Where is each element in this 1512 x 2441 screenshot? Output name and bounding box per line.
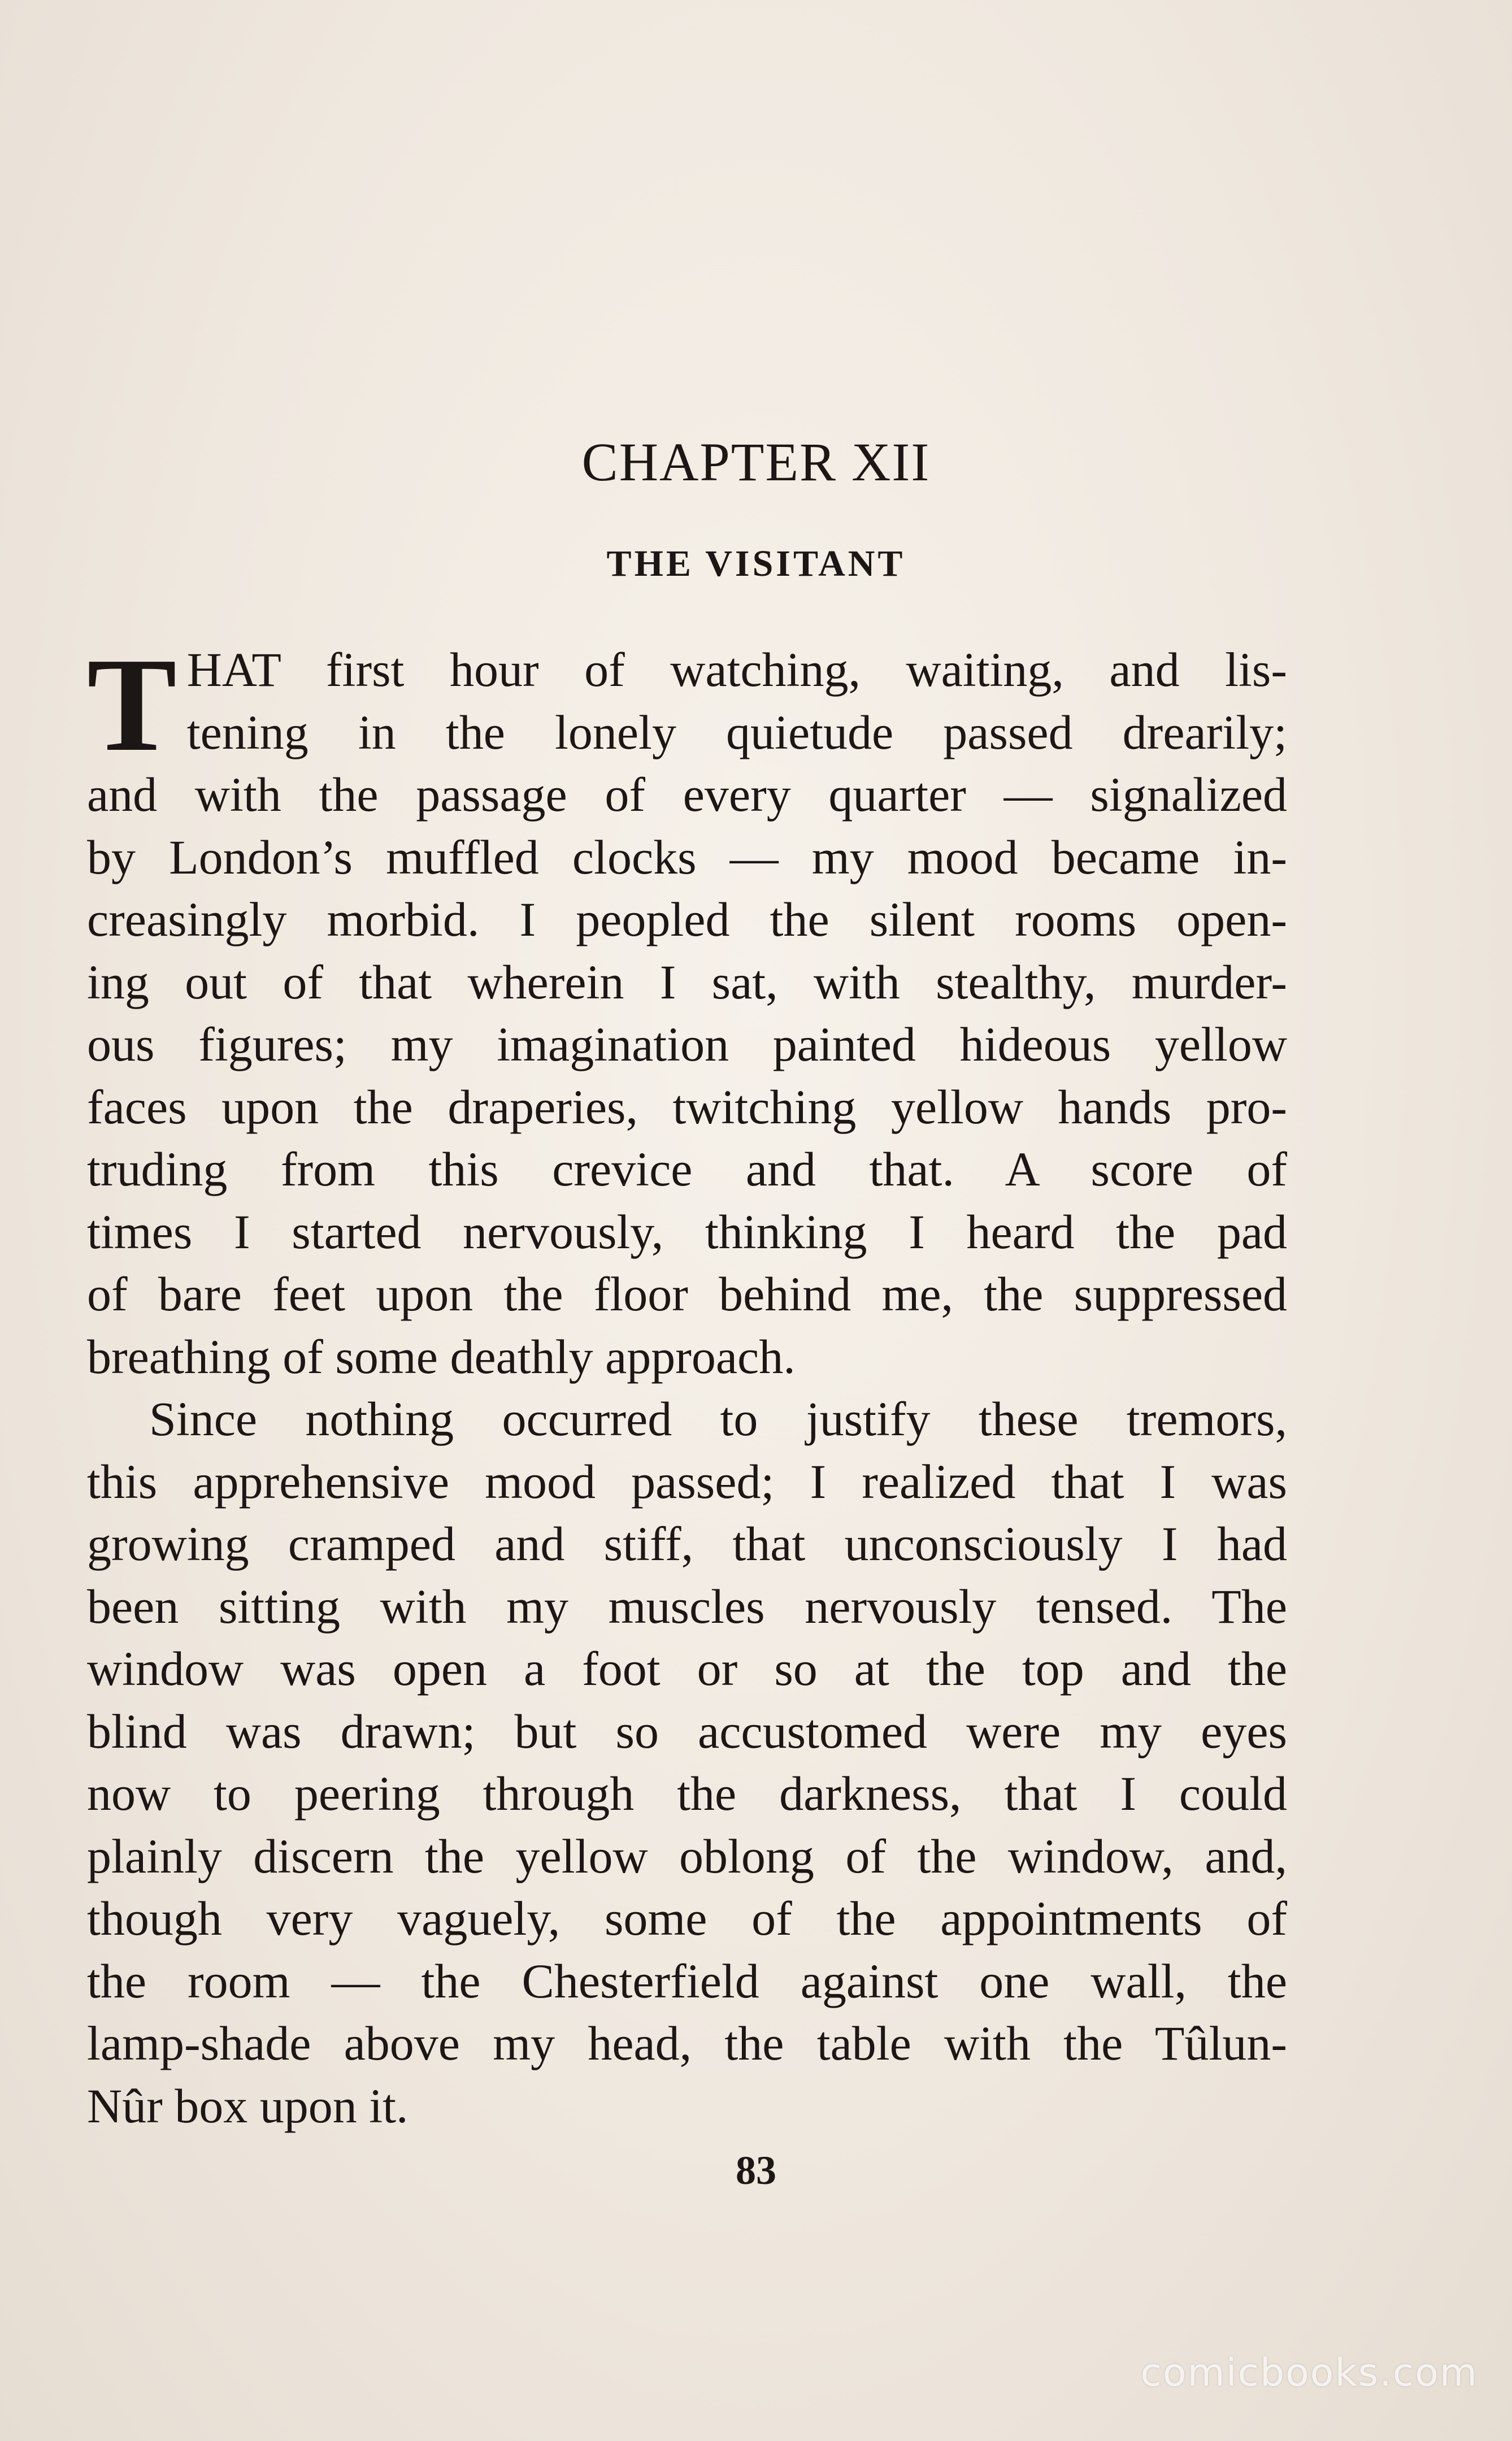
text-line: times I started nervously, thinking I heard the pad	[87, 1204, 1287, 1259]
text-line: blind was drawn; but so accustomed were my eyes	[87, 1704, 1287, 1758]
text-line: ing out of that wherein I sat, with stealthy, murder-	[87, 954, 1287, 1009]
watermark-logo: comicbooks.com	[1140, 2351, 1478, 2395]
text-line: truding from this crevice and that. A score of	[87, 1142, 1287, 1196]
paragraph-1	[87, 631, 1287, 1388]
text-line: ous figures; my imagination painted hideous yellow	[87, 1017, 1287, 1071]
text-line: the room — the Chesterfield against one wall, the	[87, 1953, 1287, 2008]
text-line: HAT first hour of watching, waiting, and lis-	[186, 642, 1287, 697]
drop-cap: T	[87, 631, 177, 779]
text-line: creasingly morbid. I peopled the silent rooms open-	[87, 892, 1287, 946]
text-line: by London’s muffled clocks — my mood became in-	[87, 829, 1287, 884]
text-line: breathing of some deathly approach.	[87, 1329, 796, 1384]
text-line: window was open a foot or so at the top and the	[87, 1641, 1287, 1696]
text-line: now to peering through the darkness, that I could	[87, 1766, 1287, 1821]
page-number: 83	[736, 2148, 776, 2193]
paragraph-2	[87, 1388, 1287, 2137]
text-line: tening in the lonely quietude passed drearily;	[186, 705, 1287, 759]
chapter-subtitle: THE VISITANT	[606, 543, 906, 584]
text-line: and with the passage of every quarter — signalized	[87, 767, 1287, 822]
text-line: growing cramped and stiff, that unconsciously I had	[87, 1517, 1287, 1571]
text-line: Nûr box upon it.	[87, 2078, 409, 2133]
text-line: faces upon the draperies, twitching yellow hands pro-	[87, 1079, 1287, 1134]
text-line: though very vaguely, some of the appointments of	[87, 1891, 1287, 1945]
text-line: Since nothing occurred to justify these tremors,	[149, 1392, 1287, 1446]
text-line: been sitting with my muscles nervously tensed. The	[87, 1579, 1287, 1634]
text-line: of bare feet upon the floor behind me, the suppressed	[87, 1267, 1287, 1321]
text-line: plainly discern the yellow oblong of the window, and,	[87, 1828, 1287, 1883]
text-line-indented	[87, 1388, 1287, 1450]
text-line: this apprehensive mood passed; I realized that I was	[87, 1454, 1287, 1509]
chapter-title: CHAPTER XII	[581, 432, 931, 492]
chapter-body	[87, 631, 1287, 2137]
text-line: lamp-shade above my head, the table with the Tûlun-	[87, 2016, 1287, 2070]
